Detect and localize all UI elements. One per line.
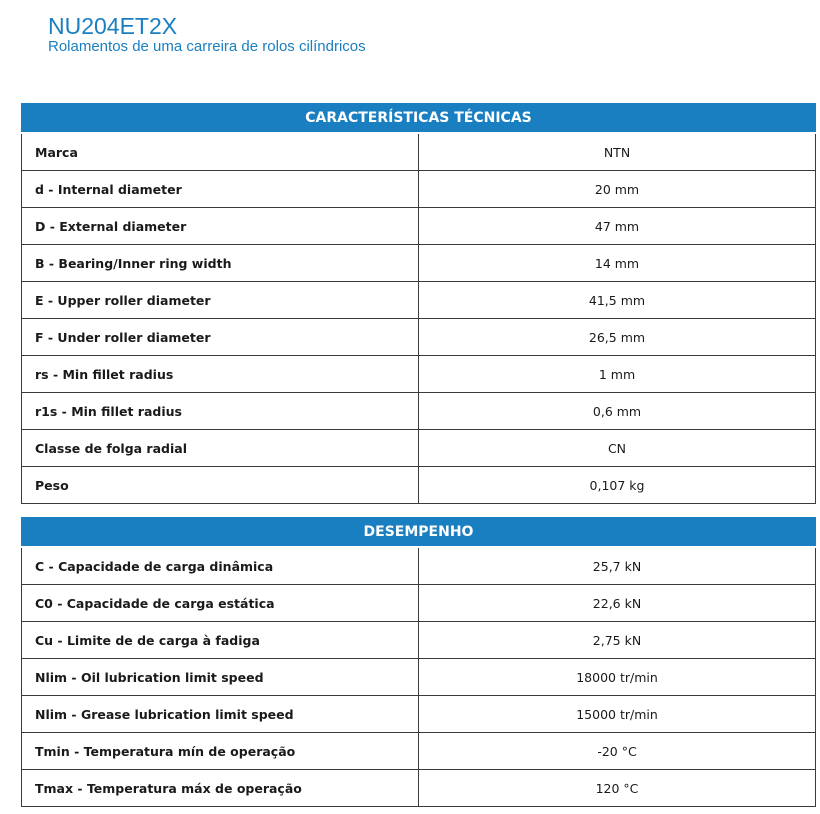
spec-label: Classe de folga radial [22, 430, 419, 467]
table-row [22, 696, 816, 733]
spec-value: 22,6 kN [419, 585, 816, 622]
table-row [22, 622, 816, 659]
spec-label: C0 - Capacidade de carga estática [22, 585, 419, 622]
table-header-row [22, 518, 816, 548]
spec-label: Tmax - Temperatura máx de operação [22, 770, 419, 807]
spec-value: 0,6 mm [419, 393, 816, 430]
performance-heading: DESEMPENHO [22, 518, 816, 548]
spec-value: 41,5 mm [419, 282, 816, 319]
spec-value: 2,75 kN [419, 622, 816, 659]
spec-label: B - Bearing/Inner ring width [22, 245, 419, 282]
spec-value: 1 mm [419, 356, 816, 393]
table-row [22, 393, 816, 430]
spec-value: 0,107 kg [419, 467, 816, 504]
spec-value: 14 mm [419, 245, 816, 282]
table-row [22, 585, 816, 622]
technical-characteristics-heading: CARACTERÍSTICAS TÉCNICAS [22, 104, 816, 134]
spec-value: CN [419, 430, 816, 467]
table-header-row [22, 104, 816, 134]
spec-value: 26,5 mm [419, 319, 816, 356]
table-row [22, 770, 816, 807]
table-row [22, 430, 816, 467]
spec-label: Nlim - Oil lubrication limit speed [22, 659, 419, 696]
spec-label: r1s - Min fillet radius [22, 393, 419, 430]
table-row [22, 319, 816, 356]
performance-table [21, 517, 816, 807]
spec-value: NTN [419, 133, 816, 171]
table-row [22, 282, 816, 319]
spec-label: E - Upper roller diameter [22, 282, 419, 319]
spec-value: 15000 tr/min [419, 696, 816, 733]
spec-label: Nlim - Grease lubrication limit speed [22, 696, 419, 733]
spec-value: 18000 tr/min [419, 659, 816, 696]
spec-label: Tmin - Temperatura mín de operação [22, 733, 419, 770]
spec-label: Cu - Limite de de carga à fadiga [22, 622, 419, 659]
spec-value: 20 mm [419, 171, 816, 208]
spec-value: 47 mm [419, 208, 816, 245]
spec-label: F - Under roller diameter [22, 319, 419, 356]
product-subtitle: Rolamentos de uma carreira de rolos cilíndricos [48, 38, 366, 55]
table-row [22, 733, 816, 770]
spec-value: -20 °C [419, 733, 816, 770]
table-row [22, 547, 816, 585]
table-row [22, 356, 816, 393]
spec-value: 25,7 kN [419, 547, 816, 585]
spec-label: Peso [22, 467, 419, 504]
spec-value: 120 °C [419, 770, 816, 807]
table-row [22, 245, 816, 282]
product-title: NU204ET2X [48, 13, 178, 39]
spec-label: C - Capacidade de carga dinâmica [22, 547, 419, 585]
spec-label: D - External diameter [22, 208, 419, 245]
table-row [22, 133, 816, 171]
spec-label: d - Internal diameter [22, 171, 419, 208]
technical-characteristics-table [21, 103, 816, 504]
table-row [22, 208, 816, 245]
table-row [22, 659, 816, 696]
spec-label: Marca [22, 133, 419, 171]
table-row [22, 171, 816, 208]
table-row [22, 467, 816, 504]
spec-label: rs - Min fillet radius [22, 356, 419, 393]
